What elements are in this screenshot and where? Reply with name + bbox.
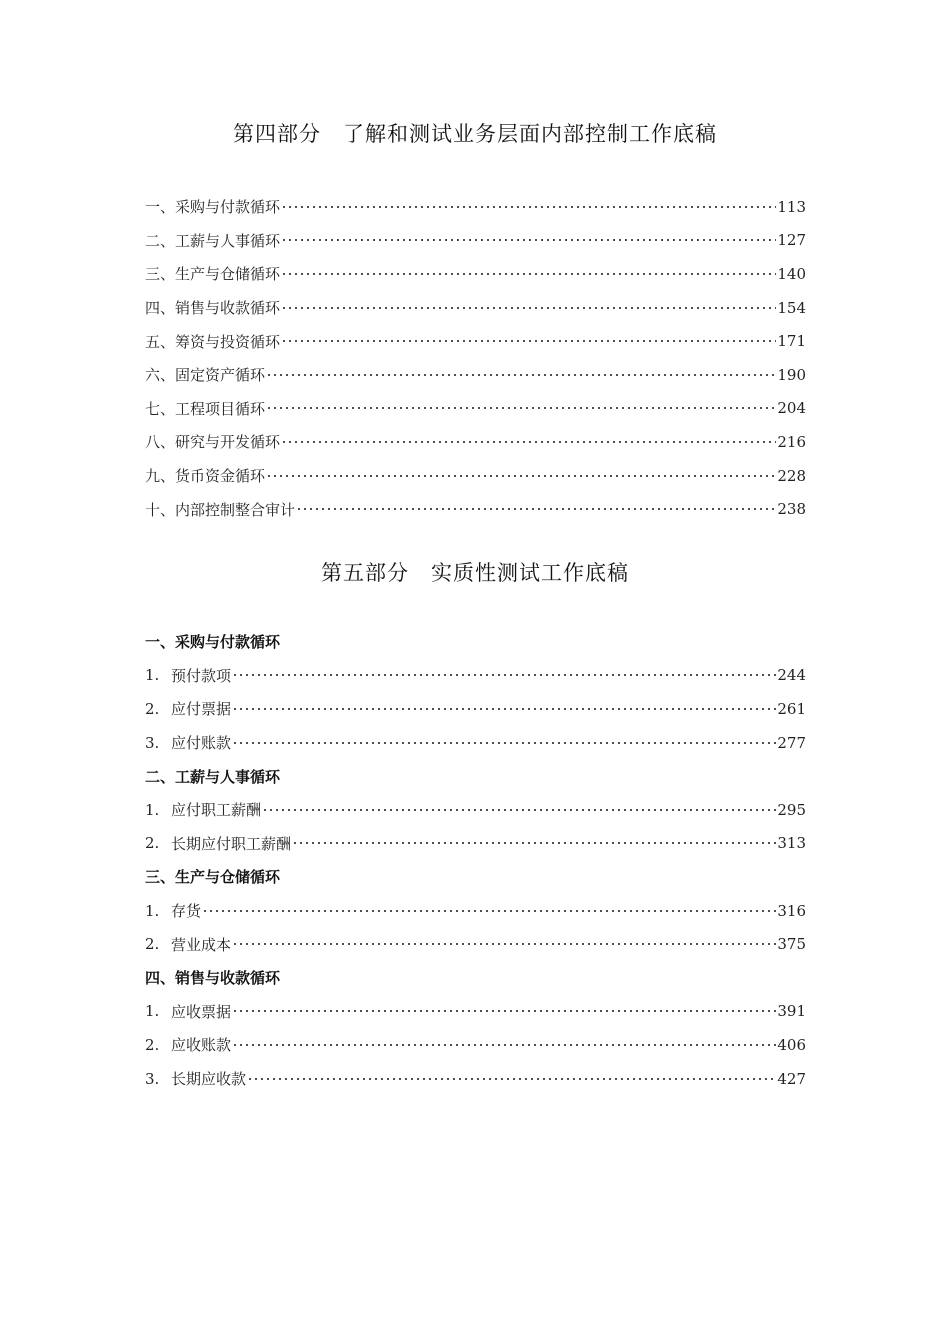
dot-leader — [202, 910, 776, 912]
toc-entry-label: 应收账款 — [171, 1036, 232, 1055]
toc-entry-label: 营业成本 — [171, 935, 232, 954]
toc-entry[interactable] — [145, 659, 806, 693]
toc-entry-label: 应付账款 — [171, 734, 232, 753]
toc-entry-label: 长期应收款 — [171, 1070, 247, 1089]
toc-entry-page: 216 — [777, 432, 806, 451]
toc-entry-page: 316 — [777, 901, 806, 920]
dot-leader — [232, 1010, 776, 1012]
toc-entry[interactable] — [145, 995, 806, 1029]
toc-entry[interactable] — [145, 1062, 806, 1096]
dot-leader — [281, 239, 776, 241]
part4-toc-list — [145, 190, 806, 526]
toc-entry[interactable] — [145, 324, 806, 358]
toc-entry-label: 预付款项 — [171, 666, 232, 685]
toc-entry[interactable] — [145, 492, 806, 526]
dot-leader — [281, 340, 776, 342]
toc-entry[interactable] — [145, 291, 806, 325]
toc-entry-number: 2. — [145, 1035, 160, 1054]
dot-leader — [266, 374, 776, 376]
toc-entry[interactable] — [145, 726, 806, 760]
toc-entry[interactable] — [145, 190, 806, 224]
dot-leader — [232, 708, 776, 710]
toc-entry-number: 1. — [145, 901, 160, 920]
toc-entry-label: 六、固定资产循环 — [145, 366, 266, 385]
toc-entry[interactable] — [145, 894, 806, 928]
toc-entry-page: 127 — [777, 231, 806, 250]
toc-entry-page: 154 — [777, 298, 806, 317]
dot-leader — [232, 1044, 776, 1046]
toc-entry-label: 长期应付职工薪酬 — [171, 834, 292, 853]
toc-entry-page: 238 — [777, 500, 806, 519]
toc-entry-label: 应收票据 — [171, 1002, 232, 1021]
toc-entry-page: 375 — [777, 935, 806, 954]
toc-entry-label: 三、生产与仓储循环 — [145, 265, 281, 284]
toc-entry-page: 204 — [777, 399, 806, 418]
toc-entry[interactable] — [145, 1028, 806, 1062]
dot-leader — [296, 508, 776, 510]
toc-entry[interactable] — [145, 692, 806, 726]
toc-entry-label: 应付职工薪酬 — [171, 801, 262, 820]
toc-entry-number: 2. — [145, 834, 160, 853]
toc-entry-page: 140 — [777, 264, 806, 283]
toc-entry[interactable] — [145, 459, 806, 493]
toc-entry-page: 295 — [777, 800, 806, 819]
toc-entry[interactable] — [145, 224, 806, 258]
toc-group-heading: 一、采购与付款循环 — [145, 633, 281, 652]
dot-leader — [266, 475, 776, 477]
dot-leader — [281, 206, 776, 208]
toc-entry-label: 七、工程项目循环 — [145, 399, 266, 418]
dot-leader — [292, 842, 776, 844]
toc-entry-label: 一、采购与付款循环 — [145, 198, 281, 217]
toc-entry-label: 十、内部控制整合审计 — [145, 500, 296, 519]
part5-title: 第五部分 实质性测试工作底稿 — [321, 561, 629, 585]
toc-entry-page: 406 — [777, 1035, 806, 1054]
toc-group-heading: 二、工薪与人事循环 — [145, 767, 281, 786]
toc-entry-number: 3. — [145, 1069, 160, 1088]
toc-entry-label: 四、销售与收款循环 — [145, 299, 281, 318]
toc-entry-number: 1. — [145, 800, 160, 819]
toc-entry-page: 190 — [777, 365, 806, 384]
toc-entry[interactable] — [145, 827, 806, 861]
toc-entry-page: 261 — [777, 699, 806, 718]
toc-entry-number: 2. — [145, 935, 160, 954]
toc-entry-label: 二、工薪与人事循环 — [145, 231, 281, 250]
dot-leader — [262, 809, 776, 811]
dot-leader — [281, 273, 776, 275]
toc-group-heading: 三、生产与仓储循环 — [145, 868, 281, 887]
toc-entry-label: 九、货币资金循环 — [145, 467, 266, 486]
toc-entry-page: 113 — [777, 197, 806, 216]
dot-leader — [281, 441, 776, 443]
toc-entry-page: 228 — [777, 466, 806, 485]
dot-leader — [266, 407, 776, 409]
toc-entry-page: 313 — [777, 834, 806, 853]
part4-title: 第四部分 了解和测试业务层面内部控制工作底稿 — [233, 122, 717, 146]
dot-leader — [232, 943, 776, 945]
toc-entry[interactable] — [145, 392, 806, 426]
toc-entry-page: 391 — [777, 1002, 806, 1021]
toc-group-heading: 四、销售与收款循环 — [145, 969, 281, 988]
toc-entry-number: 2. — [145, 699, 160, 718]
toc-entry-label: 五、筹资与投资循环 — [145, 332, 281, 351]
toc-entry[interactable] — [145, 793, 806, 827]
dot-leader — [281, 307, 776, 309]
dot-leader — [232, 674, 776, 676]
toc-entry[interactable] — [145, 927, 806, 961]
toc-entry[interactable] — [145, 358, 806, 392]
toc-entry-label: 八、研究与开发循环 — [145, 433, 281, 452]
toc-entry-number: 1. — [145, 666, 160, 685]
toc-entry-label: 应付票据 — [171, 700, 232, 719]
toc-entry-page: 277 — [777, 733, 806, 752]
toc-entry[interactable] — [145, 425, 806, 459]
dot-leader — [247, 1078, 776, 1080]
toc-entry-number: 1. — [145, 1002, 160, 1021]
part5-toc-list — [145, 625, 806, 1095]
toc-entry-page: 171 — [777, 332, 806, 351]
toc-entry[interactable] — [145, 257, 806, 291]
toc-entry-page: 244 — [777, 666, 806, 685]
toc-entry-label: 存货 — [171, 902, 202, 921]
dot-leader — [232, 742, 776, 744]
toc-entry-page: 427 — [777, 1069, 806, 1088]
toc-entry-number: 3. — [145, 733, 160, 752]
